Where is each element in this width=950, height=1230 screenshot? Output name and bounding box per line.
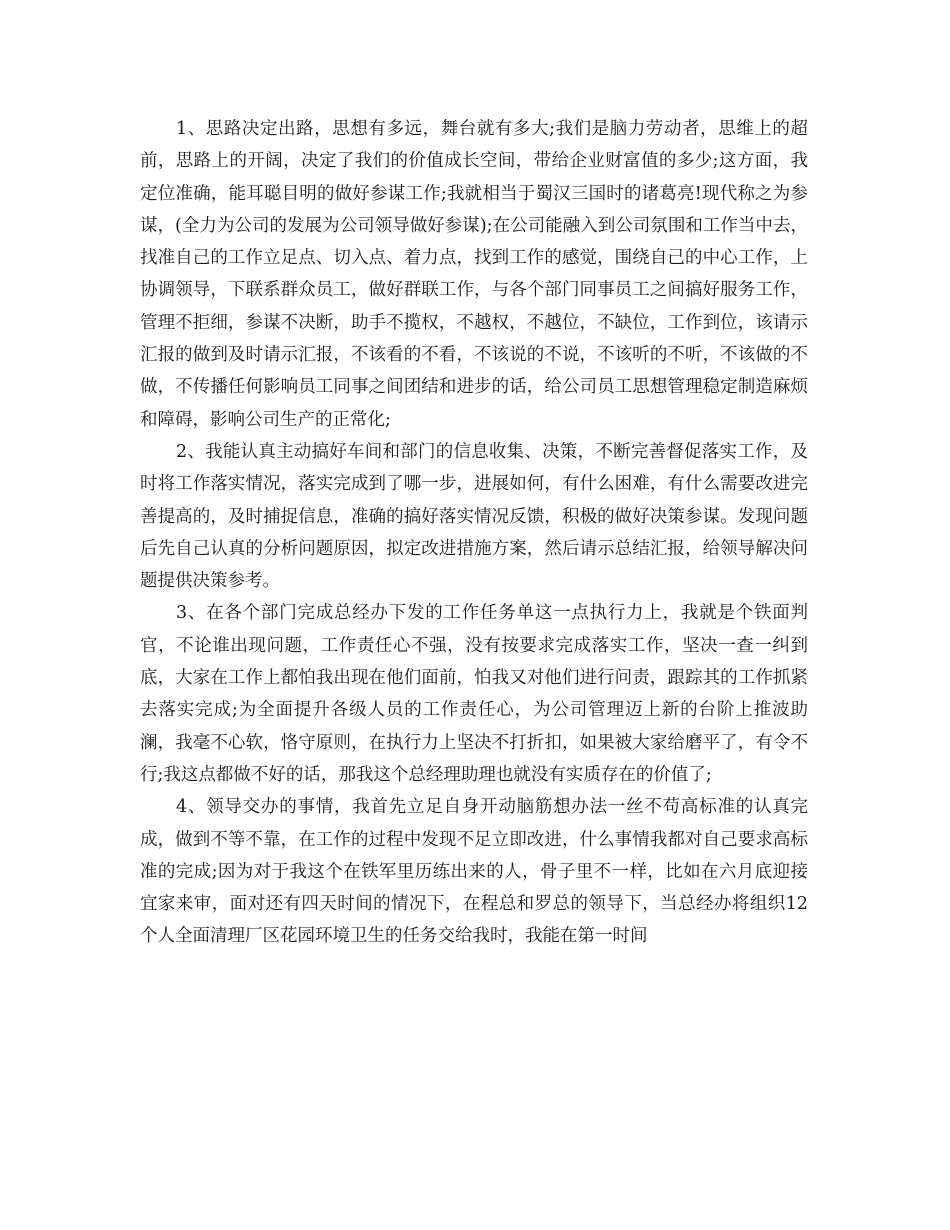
paragraph-1: 1、思路决定出路，思想有多远，舞台就有多大;我们是脑力劳动者，思维上的超前，思路上的开阔，决定了我们的价值成长空间，带给企业财富值的多少;这方面，我定位准确，能耳聪目明的做好参谋工作;我就相当于蜀汉三国时的诸葛亮!现代称之为参谋，(全力为公司的发展为公司领导做好参谋);在公司能融入到公司氛围和工作当中去，找准自己的工作立足点、切入点、着力点，找到工作的感觉，围绕自己的中心工作，上协调领导，下联系群众员工，做好群联工作，与各个部门同事员工之间搞好服务工作，管理不拒细，参谋不决断，助手不揽权，不越权，不越位，不缺位，工作到位，该请示汇报的做到及时请示汇报，不该看的不看，不该说的不说，不该听的不听，不该做的不做，不传播任何影响员工同事之间团结和进步的话，给公司员工思想管理稳定制造麻烦和障碍，影响公司生产的正常化; (140, 119, 808, 430)
paragraph-2: 2、我能认真主动搞好车间和部门的信息收集、决策，不断完善督促落实工作，及时将工作落实情况，落实完成到了哪一步，进展如何，有什么困难，有什么需要改进完善提高的，及时捕捉信息，准确的搞好落实情况反馈，积极的做好决策参谋。发现问题后先自己认真的分析问题原因，拟定改进措施方案，然后请示总结汇报，给领导解决问题提供决策参考。 (140, 441, 808, 592)
paragraph-4: 4、领导交办的事情，我首先立足自身开动脑筋想办法一丝不苟高标准的认真完成，做到不等不靠，在工作的过程中发现不足立即改进，什么事情我都对自己要求高标准的完成;因为对于我这个在铁军里历练出来的人，骨子里不一样，比如在六月底迎接宜家来审，面对还有四天时间的情况下，在程总和罗总的领导下，当总经办将组织12个人全面清理厂区花园环境卫生的任务交给我时，我能在第一时间 (140, 797, 808, 947)
document-body (140, 113, 808, 953)
paragraph-3: 3、在各个部门完成总经办下发的工作任务单这一点执行力上，我就是个铁面判官，不论谁出现问题，工作责任心不强，没有按要求完成落实工作，坚决一查一纠到底，大家在工作上都怕我出现在他们面前，怕我又对他们进行问责，跟踪其的工作抓紧去落实完成;为全面提升各级人员的工作责任心，为公司管理迈上新的台阶上推波助澜，我毫不心软，恪守原则，在执行力上坚决不打折扣，如果被大家给磨平了，有令不行;我这点都做不好的话，那我这个总经理助理也就没有实质存在的价值了; (140, 603, 808, 785)
